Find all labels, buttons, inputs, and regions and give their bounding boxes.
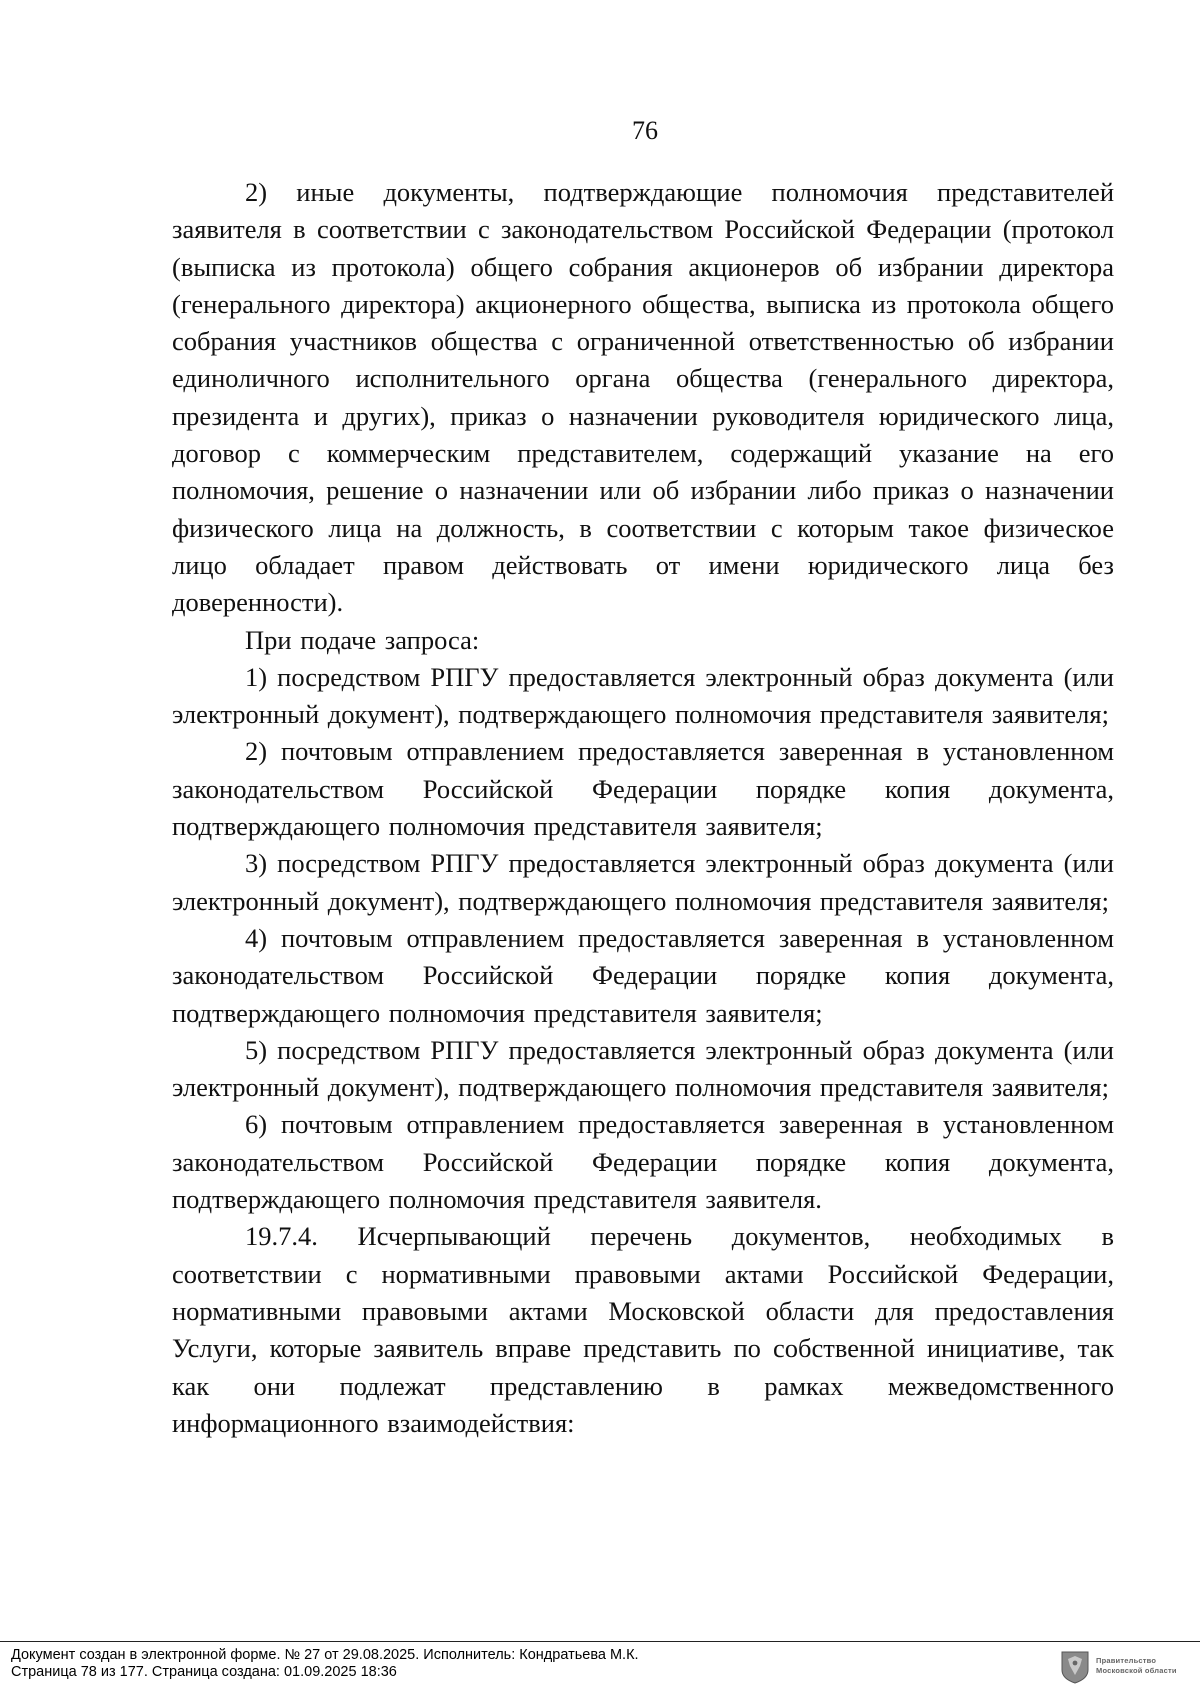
logo-caption [1096, 1656, 1192, 1676]
paragraph-item-4: 4) почтовым отправлением предоставляется заверенная в установленном законодательством Российской Федерации порядке копия документа, подтверждающего полномочия представителя заявителя; [172, 922, 1114, 1028]
footer-document-info: Документ создан в электронной форме. № 27 от 29.08.2025. Исполнитель: Кондратьева М.К. [11, 1647, 639, 1663]
coat-of-arms-icon [1060, 1650, 1090, 1684]
logo-caption-line2: Московской области [1096, 1666, 1177, 1675]
paragraph-item-2: 2) почтовым отправлением предоставляется заверенная в установленном законодательством Российской Федерации порядке копия документа, подтверждающего полномочия представителя заявителя; [172, 736, 1114, 842]
logo-caption-line1: Правительство [1096, 1656, 1157, 1665]
footer-logo [1060, 1648, 1194, 1688]
footer-page-info: Страница 78 из 177. Страница создана: 01.09.2025 18:36 [11, 1664, 397, 1680]
footer-divider [0, 1641, 1200, 1642]
footer-info [11, 1647, 639, 1681]
paragraph-item-5: 5) посредством РПГУ предоставляется электронный образ документа (или электронный документ), подтверждающего полномочия представителя заявителя; [172, 1034, 1114, 1103]
paragraph-item-3: 3) посредством РПГУ предоставляется электронный образ документа (или электронный документ), подтверждающего полномочия представителя заявителя; [172, 848, 1114, 916]
paragraph-section-19-7-4: 19.7.4. Исчерпывающий перечень документов, необходимых в соответствии с нормативными правовыми актами Российской Федерации, нормативными правовыми актами Московской области для предоставления Услуги, которые заявитель вправе представить по собственной инициативе, так как они подлежат представлению в рамках межведомственного информационного взаимодействия: [172, 1221, 1114, 1438]
paragraph-representative-documents: 2) иные документы, подтверждающие полномочия представителей заявителя в соответствии с законодательством Российской Федерации (протокол (выписка из протокола) общего собрания акционеров об избрании директора (генерального директора) акционерного общества, выписка из протокола общего собрания участников общества с ограниченной ответственностью об избрании единоличного исполнительного органа общества (генерального директора, президента и других), приказ о назначении руководителя юридического лица, договор с коммерческим представителем, содержащий указание на его полномочия, решение о назначении или об избрании либо приказ о назначении физического лица на должность, в соответствии с которым такое физическое лицо обладает правом действовать от имени юридического лица без доверенности). [172, 177, 1114, 618]
paragraph-item-1: 1) посредством РПГУ предоставляется электронный образ документа (или электронный документ), подтверждающего полномочия представителя заявителя; [172, 661, 1114, 730]
document-body [172, 174, 1114, 1442]
paragraph-request-submission-intro: При подаче запроса: [245, 624, 480, 655]
paragraph-item-6: 6) почтовым отправлением предоставляется заверенная в установленном законодательством Российской Федерации порядке копия документа, подтверждающего полномочия представителя заявителя. [172, 1109, 1114, 1215]
page-number: 76 [632, 116, 658, 145]
